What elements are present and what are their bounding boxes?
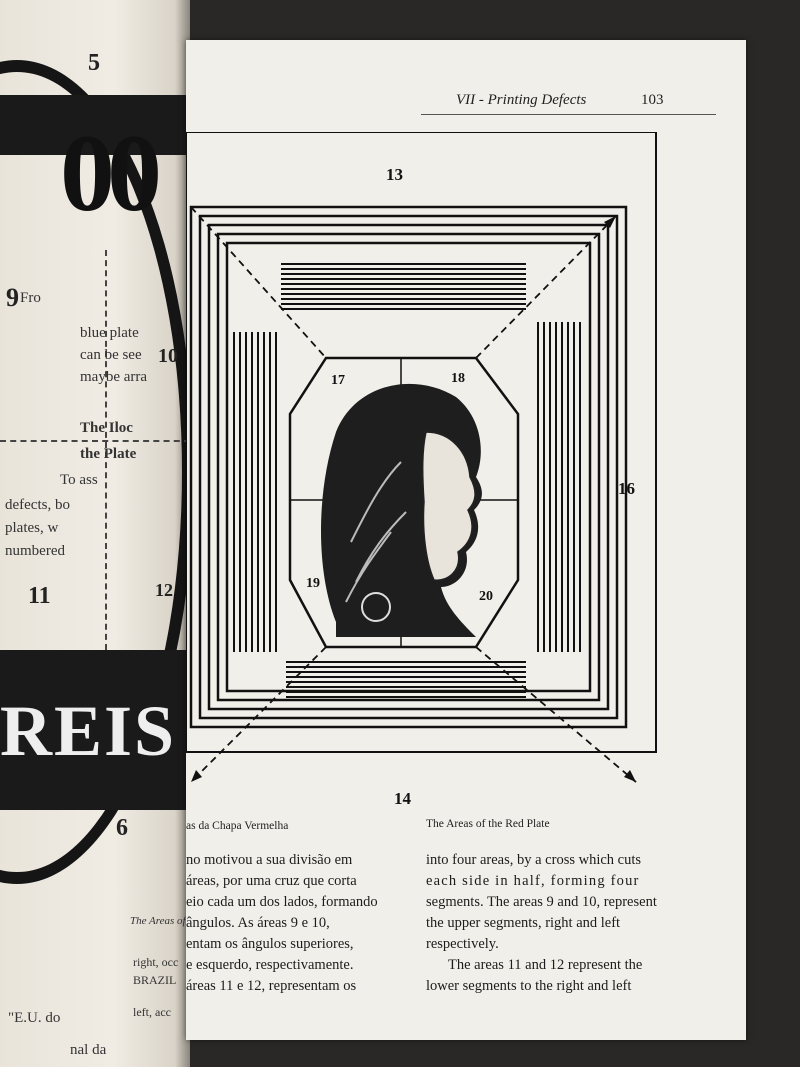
left-area-9: 9 (6, 283, 19, 312)
left-fragment-14: left, acc (133, 1005, 171, 1019)
pt-line-7: áreas 11 e 12, representam os (186, 978, 357, 994)
area-label-17: 17 (331, 373, 345, 388)
left-page-big-text-top: 00 (60, 112, 154, 234)
en-line-7: lower segments to the right and left (426, 978, 632, 994)
left-fragment-15: nal da (70, 1042, 107, 1058)
area-label-19: 19 (306, 576, 320, 591)
red-plate-areas-figure (186, 132, 666, 822)
top-stripe-block (281, 264, 526, 309)
figure-caption-right: The Areas of the Red Plate (426, 818, 550, 830)
left-fragment-12: right, occ (133, 955, 179, 969)
figure-caption-left: as da Chapa Vermelha (186, 820, 289, 832)
pt-line-2: áreas, por uma cruz que corta (186, 873, 357, 889)
en-line-3: segments. The areas 9 and 10, represent (426, 894, 657, 910)
left-fragment-1: Fro (20, 290, 41, 306)
area-label-16: 16 (618, 479, 635, 498)
en-line-1: into four areas, by a cross which cuts (426, 852, 642, 868)
pt-line-3: eio cada um dos lados, formando (186, 894, 378, 910)
left-fragment-7: To ass (60, 472, 98, 488)
area-label-18: 18 (451, 371, 465, 386)
left-fragment-10: numbered (5, 543, 65, 559)
portuguese-column (186, 850, 378, 997)
left-fragment-4: maybe arra (80, 369, 148, 385)
en-line-6: The areas 11 and 12 represent the (448, 957, 643, 973)
left-area-11: 11 (28, 583, 51, 609)
left-area-6: 6 (116, 815, 128, 841)
left-area-12: 12 (155, 580, 173, 600)
pt-line-6: e esquerdo, respectivamente. (186, 957, 354, 973)
arrow-bottom-left (191, 770, 202, 782)
left-stripe-block (234, 332, 276, 652)
left-fragment-13: BRAZIL (133, 973, 177, 987)
area-label-20: 20 (479, 589, 493, 604)
left-page-big-text-bottom: REIS (0, 691, 177, 771)
area-label-14: 14 (394, 789, 411, 808)
left-fragment-5: The Iloc (80, 420, 133, 436)
english-column (426, 850, 657, 997)
pt-line-5: entam os ângulos superiores, (186, 936, 354, 952)
en-line-2: each side in half, forming four (426, 873, 640, 889)
en-line-5: respectively. (426, 936, 499, 952)
bottom-stripe-block (286, 662, 526, 697)
right-page (186, 40, 746, 1040)
left-fragment-8: defects, bo (5, 497, 70, 513)
left-fragment-11: "E.U. do (8, 1010, 61, 1026)
area-label-13: 13 (386, 165, 403, 184)
left-fragment-6: the Plate (80, 446, 137, 462)
running-header-title: VII - Printing Defects (456, 92, 587, 108)
page-number: 103 (641, 92, 664, 108)
left-fragment-3: can be see (80, 347, 142, 363)
left-fragment-2: blue plate (80, 325, 139, 341)
arrow-bottom-right (624, 770, 636, 782)
left-area-5: 5 (88, 50, 100, 76)
right-stripe-block (538, 322, 580, 652)
en-line-4: the upper segments, right and left (426, 915, 621, 931)
pt-line-4: ângulos. As áreas 9 e 10, (186, 915, 330, 931)
left-area-10: 10 (158, 345, 178, 367)
header-rule (421, 114, 716, 115)
pt-line-1: no motivou a sua divisão em (186, 852, 353, 868)
left-page-dash-horizontal (0, 440, 190, 442)
left-page (0, 0, 190, 1067)
left-fragment-9: plates, w (5, 520, 59, 536)
left-fragment-16: The Areas of (130, 915, 186, 927)
